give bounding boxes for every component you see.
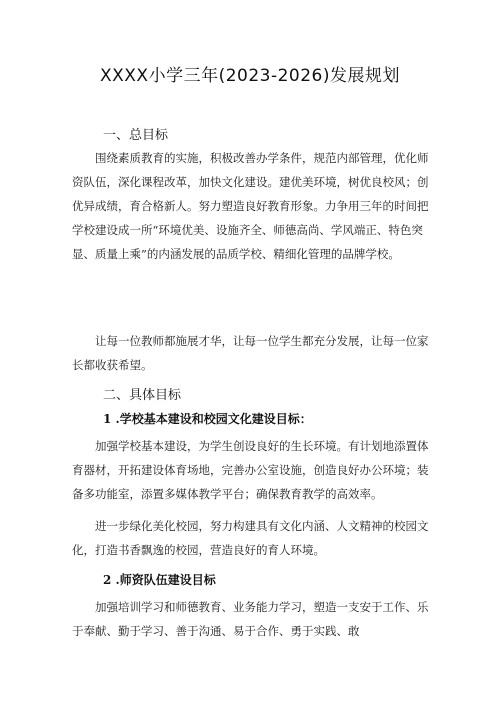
paragraph-overall-goal: 围绕素质教育的实施，积极改善办学条件，规范内部管理，优化师资队伍，深化课程改革，加快文化建设。建优美环境，树优良校风；创优异成绩，育合格新人。努力塑造良好教育形象。力争用三年的时间把学校建设成一所“环境优美、设施齐全、师德高尚、学风端正、特色突显、质量上乘”的内涵发展的品质学校、精细化管理的品牌学校。	[72, 151, 429, 261]
paragraph-infrastructure: 加强学校基本建设，为学生创设良好的生长环境。有计划地添置体育器材，开拓建设体育场地，完善办公室设施，创造良好办公环境；装备多功能室，添置多媒体教学平台；确保教育教学的高效率。	[72, 439, 429, 501]
paragraph-teaching-staff: 加强培训学习和师德教育、业务能力学习，塑造一支安于工作、乐于奉献、勤于学习、善于沟通、易于合作、勇于实践、敢	[72, 600, 429, 638]
section-heading-overall-goal: 一、总目标	[103, 128, 169, 143]
paragraph-vision: 让每一位教师都施展才华，让每一位学生都充分发展，让每一位家长都收获希望。	[72, 334, 429, 372]
subheading-teaching-staff: 2 .师资队伍建设目标	[103, 573, 216, 587]
document-title: XXXX小学三年(2023-2026)发展规划	[99, 66, 400, 86]
paragraph-campus-culture: 进一步绿化美化校园，努力构建具有文化内涵、人文精神的校园文化，打造书香飘逸的校园，营造良好的育人环境。	[72, 519, 429, 557]
subheading-infrastructure: 1 .学校基本建设和校园文化建设目标：	[103, 412, 312, 426]
section-heading-specific-goals: 二、具体目标	[103, 388, 182, 403]
